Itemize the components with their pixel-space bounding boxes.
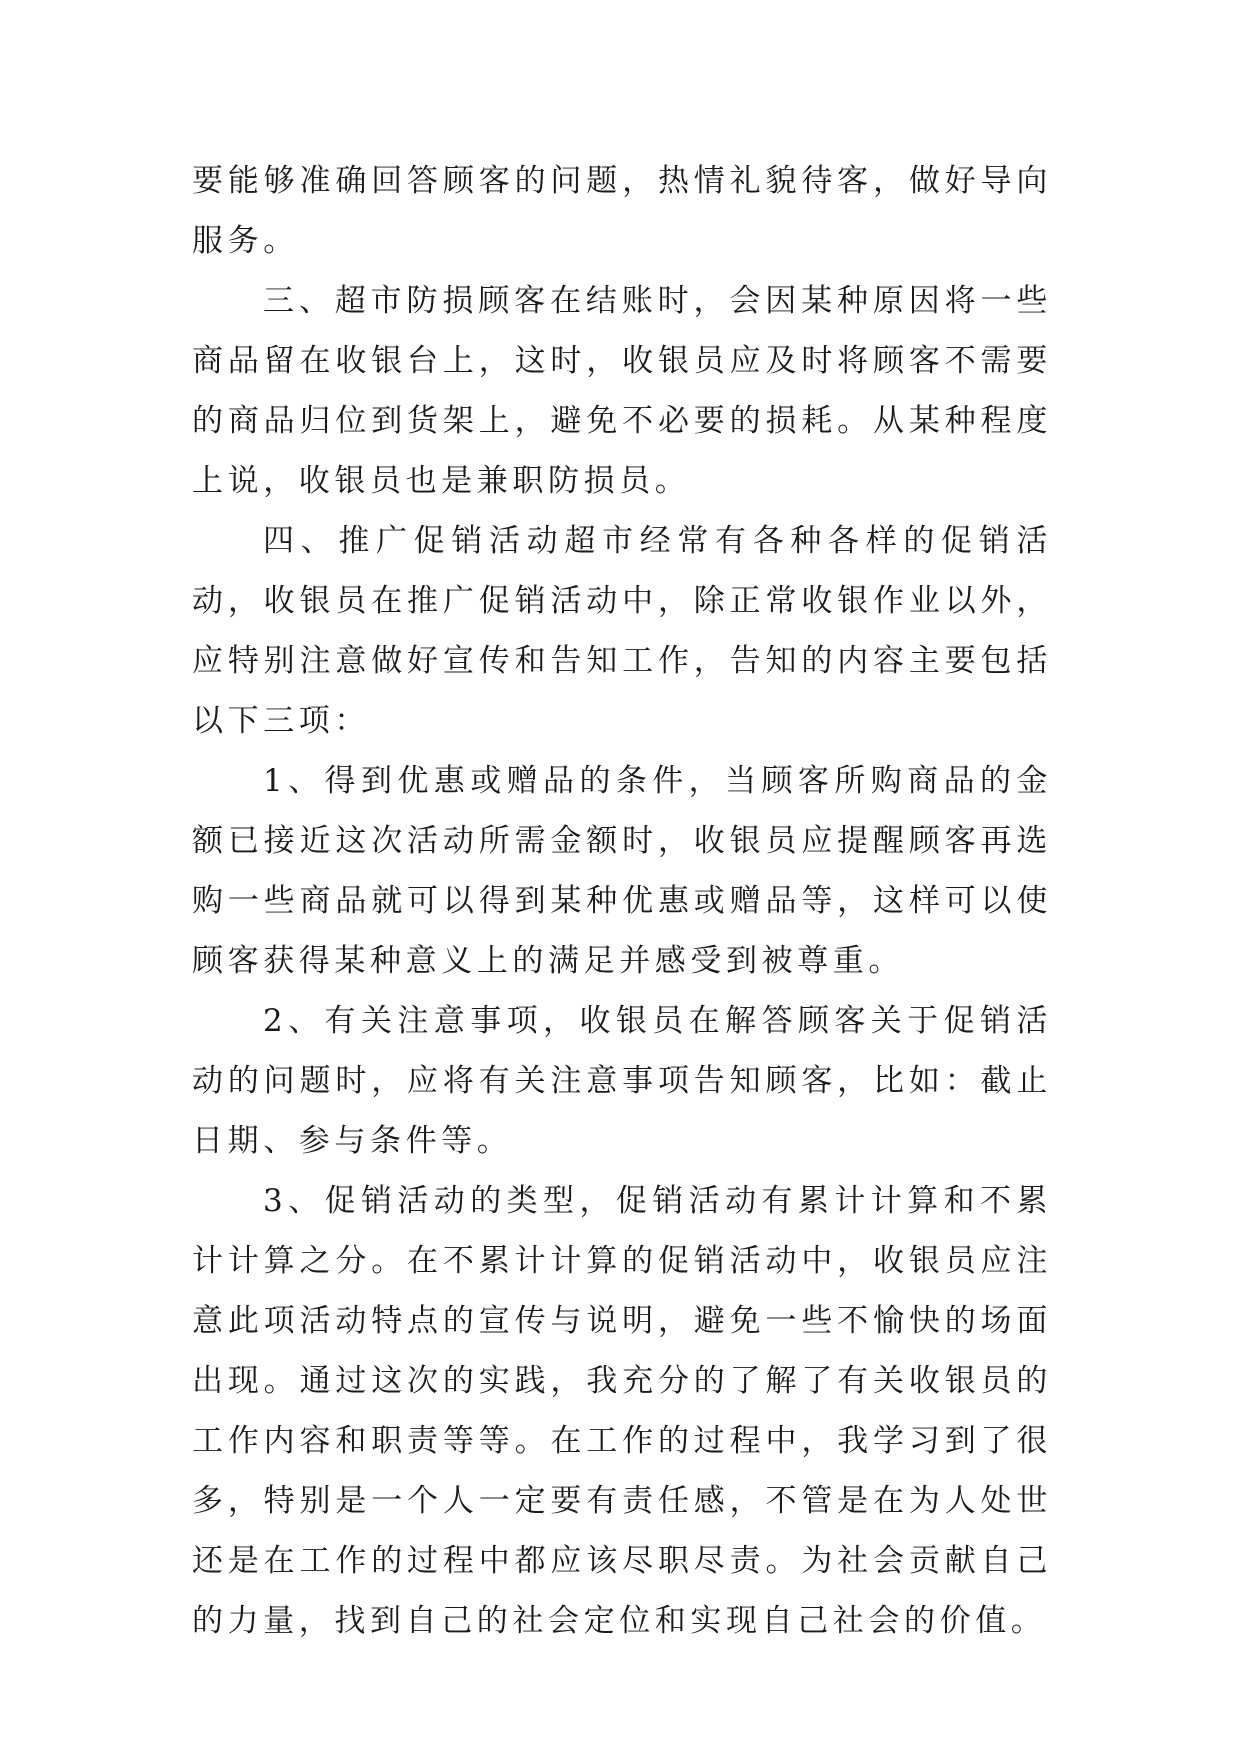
paragraph-item-2: 2、有关注意事项，收银员在解答顾客关于促销活动的问题时，应将有关注意事项告知顾客，比如：截止日期、参与条件等。 — [192, 1003, 1052, 1159]
paragraph-continuation: 要能够准确回答顾客的问题，热情礼貌待客，做好导向服务。 — [192, 163, 1052, 259]
paragraph-item-1: 1、得到优惠或赠品的条件，当顾客所购商品的金额已接近这次活动所需金额时，收银员应提醒顾客再选购一些商品就可以得到某种优惠或赠品等，这样可以使顾客获得某种意义上的满足并感受到被尊重。 — [192, 763, 1052, 979]
paragraph-item-3: 3、促销活动的类型，促销活动有累计计算和不累计计算之分。在不累计计算的促销活动中，收银员应注意此项活动特点的宣传与说明，避免一些不愉快的场面出现。通过这次的实践，我充分的了解了有关收银员的工作内容和职责等等。在工作的过程中，我学习到了很多，特别是一个人一定要有责任感，不管是在为人处世还是在工作的过程中都应该尽职尽责。为社会贡献自己的力量，找到自己的社会定位和实现自己社会的价值。 — [192, 1183, 1052, 1639]
paragraph-promotion: 四、推广促销活动超市经常有各种各样的促销活动，收银员在推广促销活动中，除正常收银作业以外，应特别注意做好宣传和告知工作，告知的内容主要包括以下三项： — [192, 523, 1052, 739]
paragraph-loss-prevention: 三、超市防损顾客在结账时，会因某种原因将一些商品留在收银台上，这时，收银员应及时将顾客不需要的商品归位到货架上，避免不必要的损耗。从某种程度上说，收银员也是兼职防损员。 — [192, 283, 1052, 499]
document-page — [192, 151, 1052, 1651]
